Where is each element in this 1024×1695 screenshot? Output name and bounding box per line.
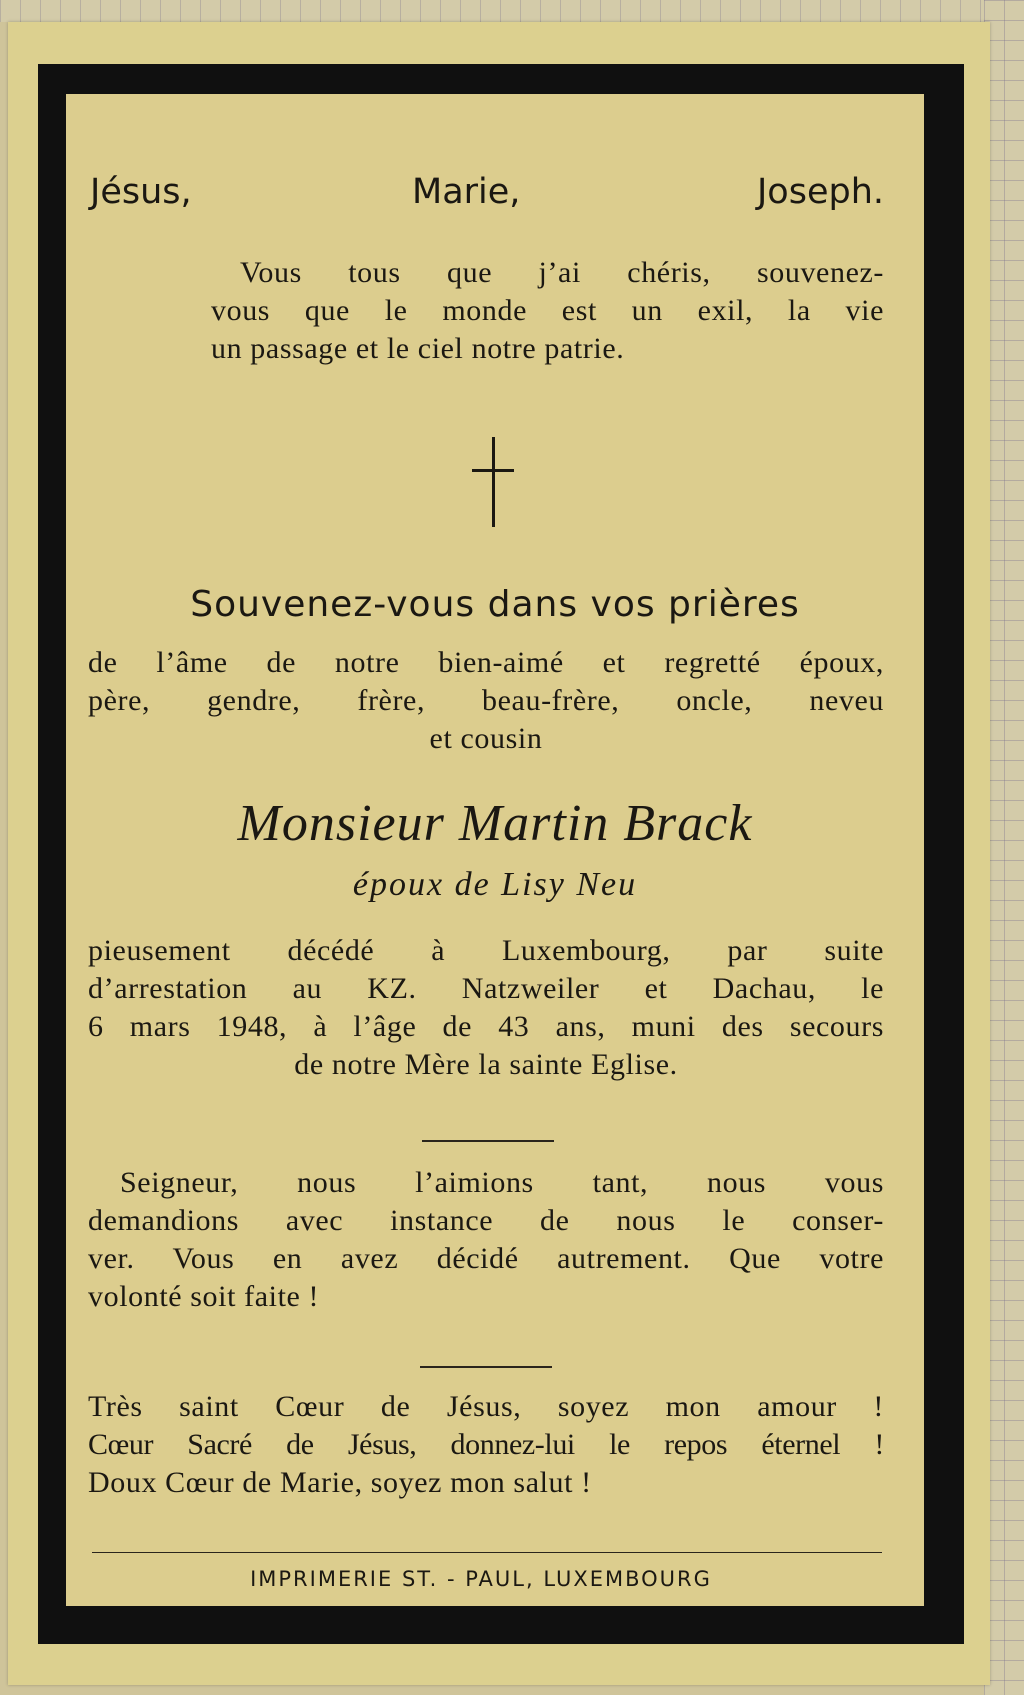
remember-line-1: de l’âme de notre bien-aimé et regretté époux, <box>88 646 884 679</box>
header-marie: Marie, <box>412 172 521 212</box>
prayer-line-3: ver. Vous en avez décidé autrement. Que votre <box>88 1242 884 1275</box>
mourning-border <box>38 64 964 1644</box>
death-notice-line-2: d’arrestation au KZ. Natzweiler et Dachau, le <box>88 972 884 1005</box>
memorial-card <box>8 22 990 1685</box>
graph-paper-background <box>984 0 1024 1695</box>
exile-quote-line-2: vous que le monde est un exil, la vie <box>211 294 884 327</box>
exile-quote-line-3: un passage et le ciel notre patrie. <box>211 332 625 365</box>
cross-icon <box>472 437 514 527</box>
remember-line-3: et cousin <box>429 722 543 755</box>
prayer-line-1: Seigneur, nous l’aimions tant, nous vous <box>120 1166 884 1199</box>
invocation-line-3: Doux Cœur de Marie, soyez mon salut ! <box>88 1466 592 1499</box>
death-notice-line-3: 6 mars 1948, à l’âge de 43 ans, muni des secours <box>88 1010 884 1043</box>
invocation-line-2: Cœur Sacré de Jésus, donnez-lui le repos éternel ! <box>88 1428 884 1461</box>
deceased-name: Monsieur Martin Brack <box>237 795 753 852</box>
invocation-line-1: Très saint Cœur de Jésus, soyez mon amour ! <box>88 1390 884 1423</box>
printer-imprint: IMPRIMERIE ST. - PAUL, LUXEMBOURG <box>250 1567 712 1591</box>
header-joseph: Joseph. <box>756 172 884 212</box>
deceased-spouse: époux de Lisy Neu <box>352 866 638 903</box>
prayer-line-4: volonté soit faite ! <box>88 1280 320 1313</box>
holy-family-header <box>66 172 924 222</box>
death-notice-line-4: de notre Mère la sainte Eglise. <box>294 1048 678 1081</box>
prayer-line-2: demandions avec instance de nous le conser- <box>88 1204 884 1237</box>
death-notice-line-1: pieusement décédé à Luxembourg, par suite <box>88 934 884 967</box>
divider-1 <box>422 1140 554 1142</box>
exile-quote-line-1: Vous tous que j’ai chéris, souvenez- <box>240 256 884 289</box>
remember-line-2: père, gendre, frère, beau-frère, oncle, neveu <box>88 684 884 717</box>
printer-rule <box>92 1552 882 1553</box>
divider-2 <box>420 1366 552 1368</box>
remember-heading: Souvenez-vous dans vos prières <box>190 584 800 625</box>
graph-paper-top <box>0 0 1024 22</box>
card-content <box>66 94 924 1606</box>
header-jesus: Jésus, <box>90 172 192 212</box>
